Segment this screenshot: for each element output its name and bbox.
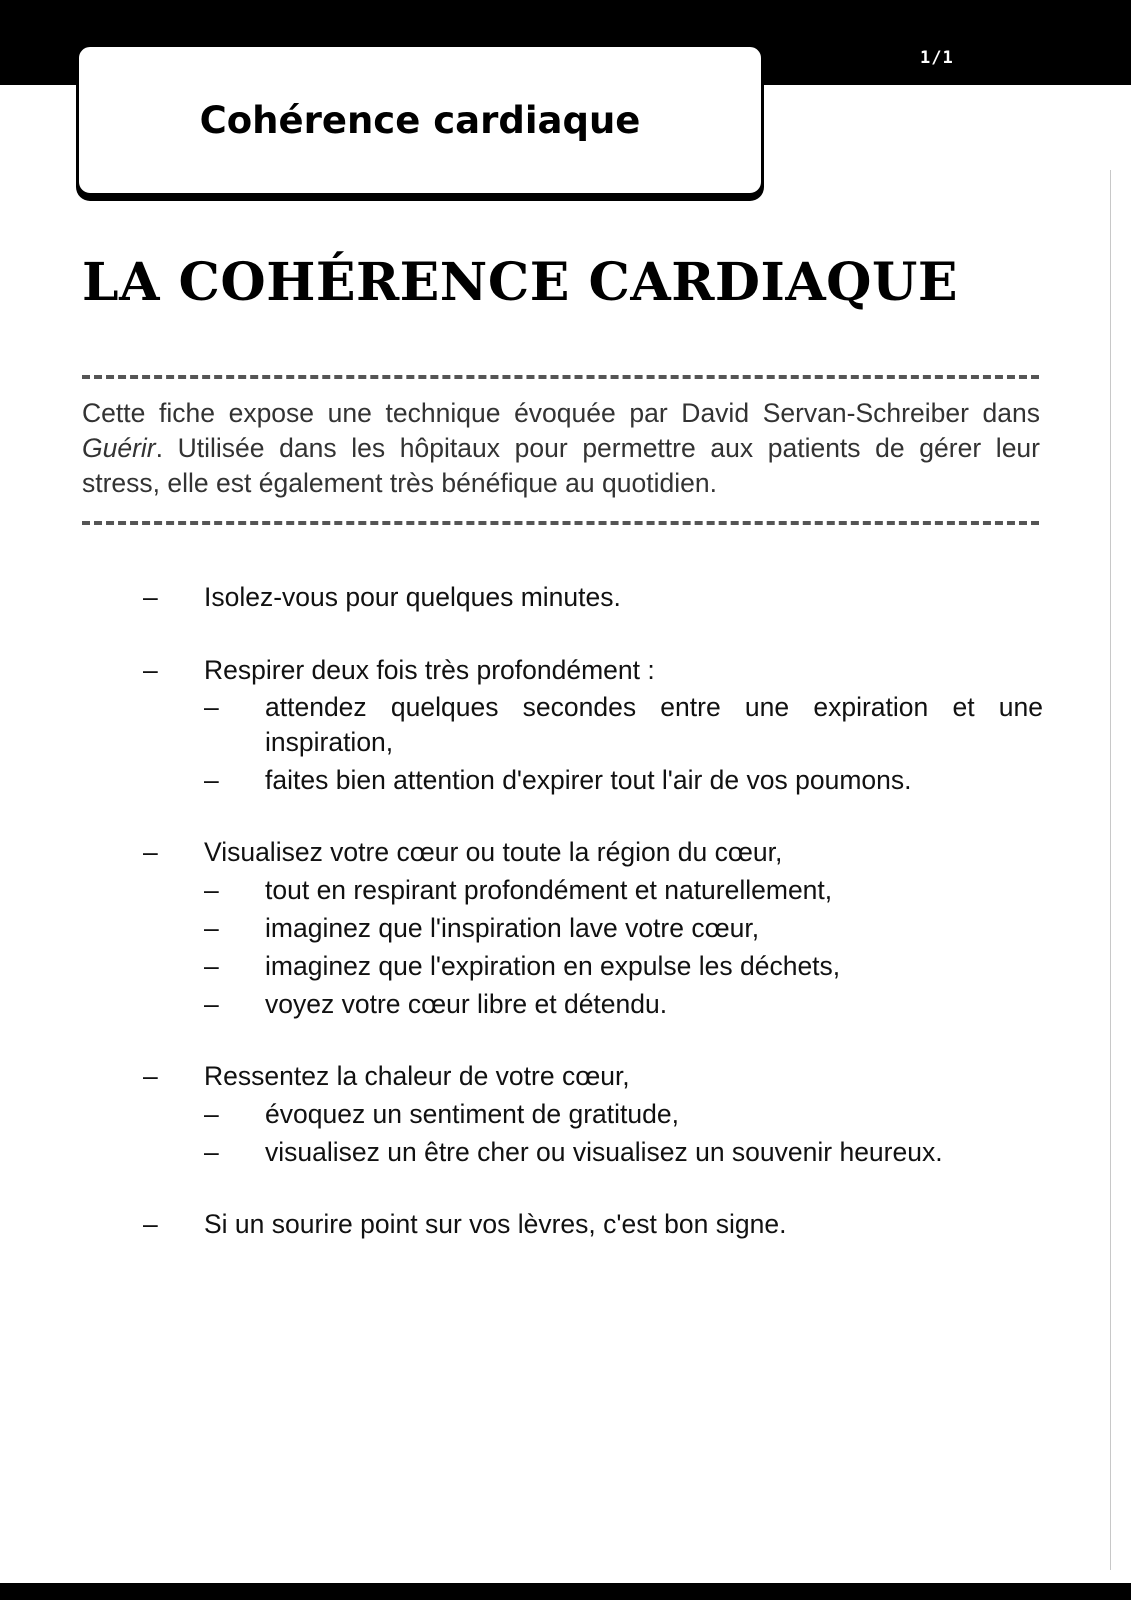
document-title: Cohérence cardiaque	[199, 98, 641, 142]
bullet-dash: –	[204, 989, 219, 1019]
step-text: Si un sourire point sur vos lèvres, c'est bon signe.	[204, 1209, 787, 1239]
step-text: Respirer deux fois très profondément :	[204, 655, 655, 685]
sub-step-text: faites bien attention d'expirer tout l'air de vos poumons.	[265, 765, 912, 795]
book-title: Guérir	[82, 433, 156, 463]
intro-text-end: . Utilisée dans les hôpitaux pour permettre aux patients de gérer leur stress, elle est également très bénéfique au quotidien.	[82, 433, 1040, 498]
sub-step-text: visualisez un être cher ou visualisez un souvenir heureux.	[265, 1137, 943, 1167]
page-number: 1/1	[920, 48, 954, 68]
bullet-dash: –	[143, 837, 158, 867]
sub-step-text: imaginez que l'expiration en expulse les déchets,	[265, 951, 841, 981]
title-box	[76, 44, 764, 196]
bullet-dash: –	[143, 655, 158, 685]
margin-rule	[1110, 170, 1111, 1570]
step-text: Ressentez la chaleur de votre cœur,	[204, 1061, 630, 1091]
bullet-dash: –	[143, 582, 158, 612]
sub-step-text: tout en respirant profondément et naturellement,	[265, 875, 833, 905]
bullet-dash: –	[204, 951, 219, 981]
sub-step-text: inspiration,	[265, 727, 394, 757]
bullet-dash: –	[204, 913, 219, 943]
top-dashed-divider	[82, 375, 1039, 379]
step-text: Isolez-vous pour quelques minutes.	[204, 582, 621, 612]
sub-step-text: voyez votre cœur libre et détendu.	[265, 989, 668, 1019]
step-text: Visualisez votre cœur ou toute la région du cœur,	[204, 837, 783, 867]
sub-step-text: évoquez un sentiment de gratitude,	[265, 1099, 679, 1129]
footer-bar	[0, 1583, 1131, 1600]
bullet-dash: –	[204, 692, 219, 722]
bullet-dash: –	[204, 765, 219, 795]
bullet-dash: –	[143, 1209, 158, 1239]
intro-text-start: Cette fiche expose une technique évoquée par David Servan-Schreiber dans	[82, 398, 1040, 428]
main-heading: LA COHÉRENCE CARDIAQUE	[82, 252, 958, 313]
bullet-dash: –	[143, 1061, 158, 1091]
bullet-dash: –	[204, 1099, 219, 1129]
bullet-dash: –	[204, 875, 219, 905]
sub-step-text: imaginez que l'inspiration lave votre cœur,	[265, 913, 760, 943]
bullet-dash: –	[204, 1137, 219, 1167]
bottom-dashed-divider	[82, 521, 1039, 525]
sub-step-text: attendez quelques secondes entre une expiration et une	[265, 692, 1043, 722]
intro-paragraph	[82, 396, 1040, 501]
